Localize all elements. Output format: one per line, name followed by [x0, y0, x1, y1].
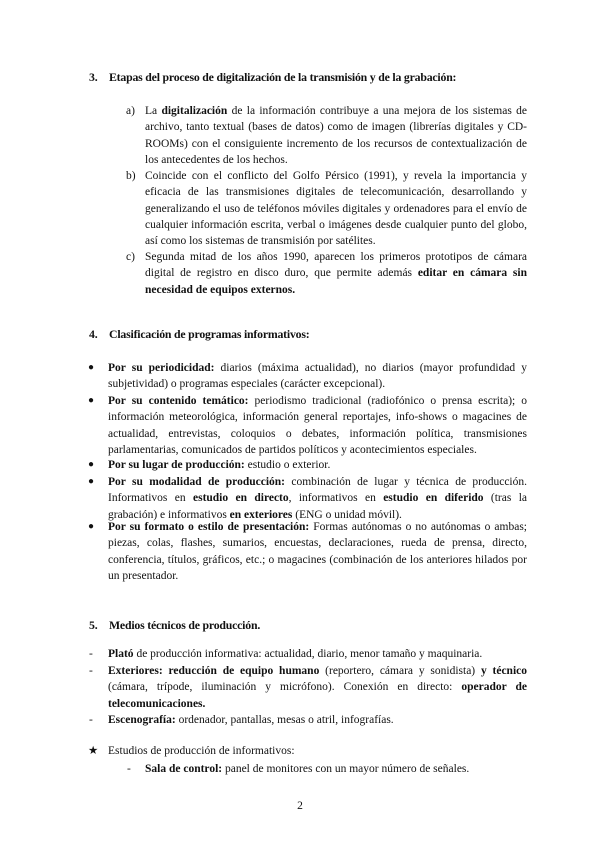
list-item: [108, 663, 527, 712]
section-5-number: 5.: [89, 618, 98, 632]
text-span: (ENG o unidad móvil).: [292, 508, 402, 521]
bold-text: Por su contenido temático:: [108, 395, 249, 407]
bold-text: Sala de control:: [145, 763, 223, 775]
text-span: (cámara, trípode, iluminación y micrófono). Conexión en directo:: [108, 681, 462, 694]
list-item: [145, 103, 527, 168]
section-4-number: 4.: [89, 327, 98, 341]
text-span: Formas autónomas o no autónomas o ambas; piezas, colas, flashes, sumarios, encuestas, declaraciones, rueda de prensa, directo, conferencia, títulos, gráficos, etc.; o magacines (combinación de los anteriores hilados por un presentador.: [108, 521, 527, 582]
text-span: ordenador, pantallas, mesas o atril, infografías.: [175, 714, 394, 726]
text-span: (tras la grabación) e informativos: [108, 492, 527, 521]
text-span: de producción informativa: actualidad, diario, menor tamaño y maquinaria.: [133, 648, 483, 660]
text-span: de la información contribuye a una mejora de los sistemas de archivo, tanto textual (bases de datos) como de imagen (librerías digitales y CD-ROOMs) con el consiguiente incremento de los recursos de contextualización de los antecedentes de los hechos.: [145, 105, 527, 166]
bold-text: Exteriores: reducción de equipo humano: [108, 665, 320, 677]
dash-marker: -: [89, 714, 93, 726]
bold-text: Por su modalidad de producción:: [108, 476, 285, 488]
list-item: [145, 249, 527, 298]
bold-text: estudio en diferido: [383, 492, 484, 505]
dash-marker: -: [127, 763, 131, 775]
list-item: [108, 393, 527, 458]
list-item: [108, 474, 527, 523]
bold-text: estudio en directo: [192, 492, 289, 505]
list-item: [108, 646, 527, 662]
star-icon: ★: [88, 745, 99, 757]
section-3-heading: [89, 70, 456, 85]
bold-text: y técnico: [480, 665, 528, 677]
bold-text: Por su periodicidad:: [108, 362, 215, 374]
section-5-title: Medios técnicos de producción.: [109, 618, 261, 632]
page-number: 2: [297, 800, 303, 812]
list-item: [145, 761, 527, 777]
bold-text: Por su formato o estilo de presentación:: [108, 521, 310, 533]
list-item: [145, 168, 527, 249]
list-item: [108, 360, 527, 393]
bold-text: editar en cámara sin necesidad de equipos externos.: [145, 267, 527, 296]
text-span: , informativos en: [288, 492, 384, 505]
star-item-text: Estudios de producción de informativos:: [108, 745, 295, 757]
bold-text: operador de telecomunicaciones.: [108, 681, 527, 710]
item-label: c): [126, 251, 135, 263]
list-item: [108, 519, 527, 584]
item-label: a): [126, 105, 135, 117]
text-span: La: [145, 105, 162, 117]
bold-text: Plató: [108, 648, 134, 660]
text-span: Segunda mitad de los años 1990, aparecen los primeros prototipos de cámara digital de registro en disco duro, que permite además: [145, 251, 527, 280]
text-span: diarios (máxima actualidad), no diarios (mayor profundidad y subjetividad) o programas especiales (carácter excepcional).: [108, 362, 527, 391]
bullet-icon: ●: [88, 521, 95, 532]
text-span: panel de monitores con un mayor número de señales.: [222, 763, 470, 775]
text-span: estudio o exterior.: [244, 459, 331, 471]
bold-text: en exteriores: [229, 508, 293, 521]
section-4-heading: [89, 327, 310, 342]
list-item: [108, 457, 527, 473]
bullet-icon: ●: [88, 476, 95, 487]
list-item: [108, 712, 527, 728]
text-span: periodismo tradicional (radiofónico o prensa escrita); o información meteorológica, información general reportajes, info-shows o magacines de actualidad, entrevistas, coloquios o debates, información política, transmisiones parlamentarias, comunicados de partidos políticos y acontecimientos especiales.: [108, 395, 527, 456]
text-span: Coincide con el conflicto del Golfo Pérsico (1991), y revela la importancia y eficacia de las transmisiones digitales de telecomunicación, desarrollando y generalizando el uso de teléfonos móviles digitales y ordenadores para el envío de cualquier información escrita, verbal o imágenes desde cualquier punto del globo, así como los sistemas de transmisión por satélites.: [145, 170, 527, 248]
bullet-icon: ●: [88, 362, 95, 373]
bold-text: digitalización: [161, 105, 228, 117]
bullet-icon: ●: [88, 395, 95, 406]
section-3-number: 3.: [89, 70, 98, 84]
section-5-heading: [89, 618, 260, 633]
text-span: combinación de lugar y técnica de producción. Informativos en: [108, 476, 527, 505]
dash-marker: -: [89, 665, 93, 677]
bold-text: Por su lugar de producción:: [108, 459, 245, 471]
section-3-title: Etapas del proceso de digitalización de la transmisión y de la grabación:: [109, 70, 457, 84]
text-span: (reportero, cámara y sonidista): [319, 665, 481, 677]
bold-text: Escenografía:: [108, 714, 176, 726]
bullet-icon: ●: [88, 459, 95, 470]
item-label: b): [126, 170, 136, 182]
section-4-title: Clasificación de programas informativos:: [109, 327, 310, 341]
dash-marker: -: [89, 648, 93, 660]
